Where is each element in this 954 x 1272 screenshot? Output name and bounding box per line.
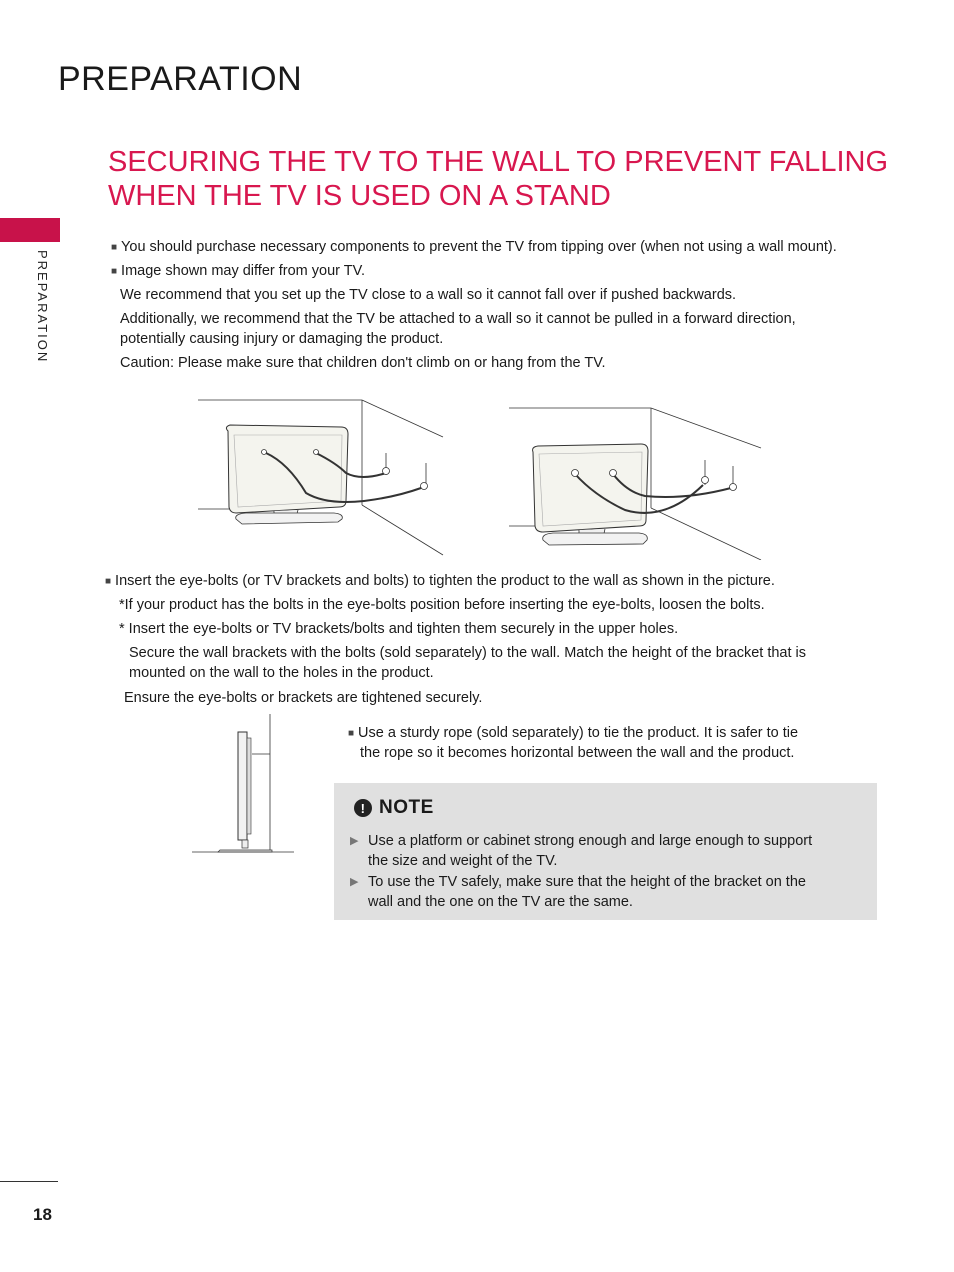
step-paragraph-1-line2: mounted on the wall to the holes in the product. — [129, 665, 434, 681]
square-bullet-icon: ■ — [348, 728, 355, 739]
tv-eyebolt-illustration — [196, 393, 446, 558]
square-bullet-icon: ■ — [111, 266, 118, 277]
exclamation-icon: ! — [354, 799, 372, 817]
intro-paragraph-2-line1: Additionally, we recommend that the TV be attached to a wall so it cannot be pulled in a forward direction, — [120, 311, 796, 327]
square-bullet-icon: ■ — [111, 242, 118, 253]
tv-side-view-illustration — [192, 714, 296, 856]
note-item-2 — [350, 872, 878, 912]
step-bullet-text: Insert the eye-bolts (or TV brackets and bolts) to tighten the product to the wall as shown in the picture. — [115, 573, 775, 589]
caution-text: Caution: Please make sure that children don't climb on or hang from the TV. — [120, 355, 606, 371]
intro-bullet-2-text: Image shown may differ from your TV. — [121, 263, 365, 279]
step-bullet — [105, 571, 905, 593]
note-item-1 — [350, 831, 878, 871]
note-item-1-line1: Use a platform or cabinet strong enough and large enough to support — [368, 833, 813, 849]
note-box — [334, 783, 877, 920]
section-title-line1: SECURING THE TV TO THE WALL TO PREVENT FALLING — [108, 146, 888, 178]
side-tab-text: PREPARATION — [35, 250, 50, 364]
page-number: 18 — [33, 1205, 52, 1224]
tv-bracket-illustration — [505, 400, 765, 560]
note-item-1-line2: the size and weight of the TV. — [368, 853, 558, 869]
rope-bullet-text: Use a sturdy rope (sold separately) to tie the product. It is safer to tie — [358, 725, 799, 741]
rope-bullet-line1 — [348, 723, 798, 745]
intro-bullet-1-text: You should purchase necessary components to prevent the TV from tipping over (when not using a wall mount). — [121, 239, 837, 255]
intro-paragraph-1: We recommend that you set up the TV close to a wall so it cannot fall over if pushed backwards. — [120, 287, 737, 303]
side-tab-label — [30, 250, 48, 380]
section-title — [108, 145, 908, 213]
rope-bullet-line2: the rope so it becomes horizontal between the wall and the product. — [360, 745, 795, 761]
triangle-arrow-icon: ▶ — [350, 876, 359, 888]
intro-bullet-1 — [111, 237, 911, 259]
page-header: PREPARATION — [58, 60, 303, 98]
intro-bullet-2 — [111, 261, 365, 283]
step-star-note-1: *If your product has the bolts in the eye-bolts position before inserting the eye-bolts, loosen the bolts. — [119, 597, 765, 613]
note-item-2-line2: wall and the one on the TV are the same. — [368, 894, 633, 910]
square-bullet-icon: ■ — [105, 576, 112, 587]
note-heading — [354, 797, 434, 819]
note-item-2-line1: To use the TV safely, make sure that the height of the bracket on the — [368, 874, 806, 890]
footer-rule — [0, 1181, 58, 1182]
step-paragraph-1-line1: Secure the wall brackets with the bolts (sold separately) to the wall. Match the height of the bracket that is — [129, 645, 807, 661]
intro-paragraph-2-line2: potentially causing injury or damaging the product. — [120, 331, 444, 347]
note-title: NOTE — [379, 797, 434, 818]
step-paragraph-2: Ensure the eye-bolts or brackets are tightened securely. — [124, 690, 483, 706]
side-tab — [0, 218, 60, 242]
step-star-note-2: * Insert the eye-bolts or TV brackets/bolts and tighten them securely in the upper holes. — [119, 621, 679, 637]
triangle-arrow-icon: ▶ — [350, 835, 359, 847]
section-title-line2: WHEN THE TV IS USED ON A STAND — [108, 180, 611, 212]
